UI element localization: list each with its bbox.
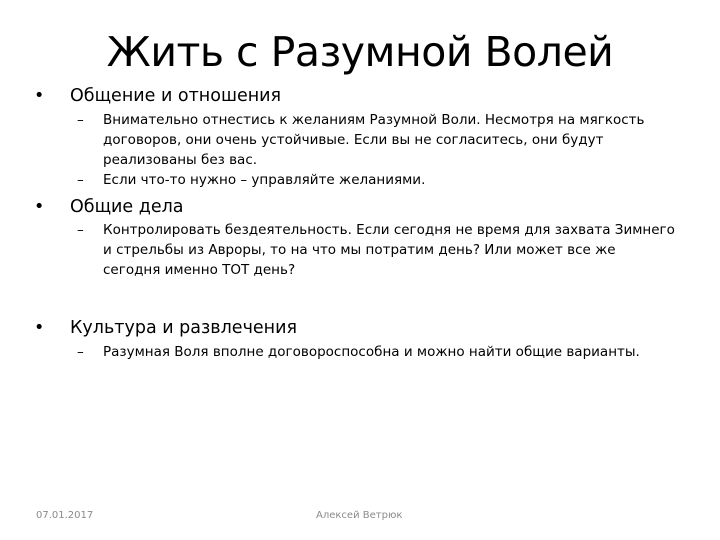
sub-item xyxy=(77,220,675,280)
bullet-icon: • xyxy=(34,86,45,106)
dash-icon: – xyxy=(77,344,84,360)
footer-date: 07.01.2017 xyxy=(36,510,94,521)
sub-item-text: Контролировать бездеятельность. Если сегодня не время для захвата Зимнего и стрельбы из Авроры, то на что мы потратим день? Или может все же сегодня именно ТОТ день? xyxy=(103,222,675,278)
bullet-item-common-affairs xyxy=(34,196,184,218)
bullet-heading: Общие дела xyxy=(70,197,184,217)
slide-title: Жить с Разумной Волей xyxy=(106,28,614,76)
bullet-icon: • xyxy=(34,318,45,338)
bullet-item-culture xyxy=(34,317,298,339)
dash-icon: – xyxy=(77,222,84,238)
sub-item-text: Внимательно отнестись к желаниям Разумной Воли. Несмотря на мягкость договоров, они очень устойчивые. Если вы не согласитесь, они будут реализованы без вас. xyxy=(103,112,645,168)
dash-icon: – xyxy=(77,112,84,128)
sub-item-text: Если что-то нужно – управляйте желаниями. xyxy=(103,172,426,188)
sub-item-text: Разумная Воля вполне договороспособна и можно найти общие варианты. xyxy=(103,344,640,360)
sub-item xyxy=(77,110,675,170)
bullet-heading: Общение и отношения xyxy=(70,86,282,106)
sub-item xyxy=(77,342,675,362)
dash-icon: – xyxy=(77,172,84,188)
footer-author: Алексей Ветрюк xyxy=(316,510,403,521)
bullet-icon: • xyxy=(34,197,45,217)
bullet-heading: Культура и развлечения xyxy=(70,318,298,338)
sub-item xyxy=(77,170,675,190)
bullet-item-communication xyxy=(34,85,282,107)
